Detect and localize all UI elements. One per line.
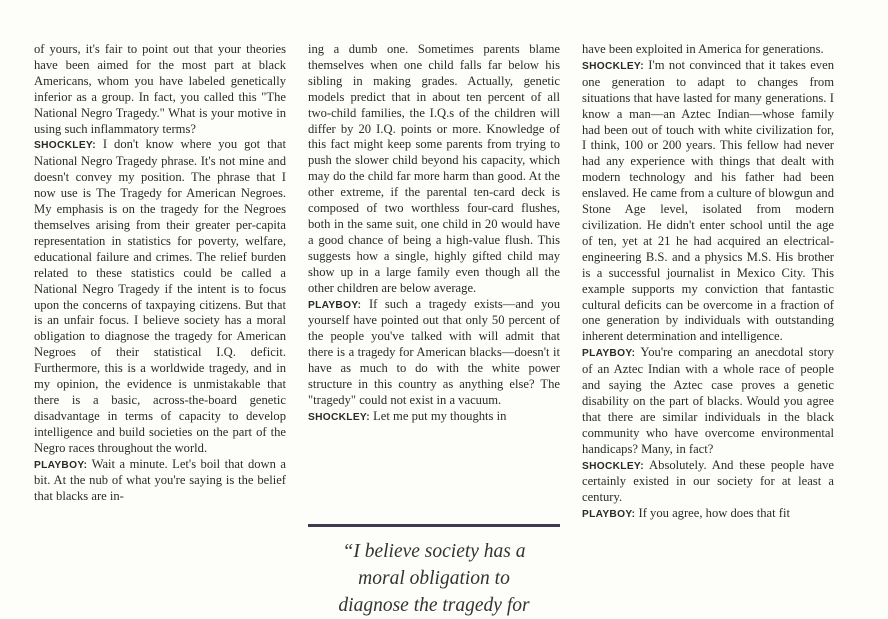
- pull-quote-line: diagnose the tragedy for: [338, 595, 530, 616]
- column-right: [582, 42, 834, 605]
- paragraph-text: of yours, it's fair to point out that your theories have been aimed for the most part at black Americans, whom you have labeled genetically inferior as a group. In fact, you called this "The National Negro Tragedy." What is your motive in using such inflammatory terms?: [34, 42, 286, 136]
- speaker-label: PLAYBOY:: [34, 459, 88, 471]
- paragraph: [308, 409, 560, 426]
- paragraph-text: I'm not convinced that it takes even one generation to adapt to changes from situations that have lasted for many generations. I know a man—an Aztec Indian—whose family had been out of touch with white civilization for, I think, 100 or 200 years. This fellow had never had any experience with things that dealt with modern technology and his father had been enslaved. He came from a culture of blowgun and Stone Age level, isolated from modern civilization. He didn't enter school until the age of ten, yet at 21 he had acquired an electrical-engineering B.S. and a physics M.S. His brother is a successful journalist in Mexico City. This example supports my conviction that fantastic cultural deficits can be overcome in a fraction of one generation by individuals with outstanding inherent determination and intelligence.: [582, 57, 834, 344]
- paragraph-text: have been exploited in America for generations.: [582, 42, 824, 56]
- pull-quote-line: “I believe society has a: [342, 541, 526, 562]
- paragraph: [34, 42, 286, 137]
- speaker-label: PLAYBOY:: [582, 509, 636, 521]
- paragraph-text: I don't know where you got that National Negro Tragedy phrase. It's not mine and doesn't convey my position. The phrase that I now use is The Tragedy for American Negroes. My emphasis is on the tragedy for the Negroes themselves arising from their greater per-capita representation in statistics for poverty, welfare, educational failure and crimes. The relief burden related to these statistics could be called a National Negro Tragedy if the intent is to focus upon the concerns of taxpaying citizens. But that is an unfair focus. I believe society has a moral obligation to diagnose the tragedy for American Negroes of their statistical I.Q. deficit. Furthermore, this is a worldwide tragedy, and in my opinion, the evidence is unmistakable that there is a basic, across-the-board genetic disadvantage in terms of capacity to develop intelligence and build societies on the part of the Negro races throughout the world.: [34, 137, 286, 455]
- paragraph-text: ing a dumb one. Sometimes parents blame themselves when one child falls far below his sibling in making grades. Actually, genetic models predict that in about ten percent of all two-child families, the I.Q.s of the children will differ by 20 I.Q. points or more. Knowledge of this fact might keep some parents from trying to push the slower child beyond his capacity, which may do the child far more harm than good. At the other extreme, if the parental ten-card deck is composed of two worthless four-card flushes, both in the same suit, one child in 20 would have a good chance of being a high-value flush. This suggests how a single, highly gifted child may show up in a large family even though all the other children are below average.: [308, 42, 560, 295]
- paragraph: [582, 42, 834, 58]
- paragraph: [582, 458, 834, 507]
- paragraph: [582, 58, 834, 345]
- paragraph: [34, 457, 286, 506]
- paragraph: [308, 42, 560, 297]
- pull-quote-line: moral obligation to: [358, 568, 510, 589]
- paragraph-text: You're comparing an anecdotal story of an Aztec Indian with a whole race of people and saying the Aztec case proves a genetic disability on the part of blacks. Would you agree that there are similar individuals in the black community who have overcome environmental handicaps? Many, in fact?: [582, 345, 834, 456]
- speaker-label: SHOCKLEY:: [308, 411, 370, 423]
- paragraph-text: Let me put my thoughts in: [373, 408, 507, 423]
- paragraph: [34, 137, 286, 456]
- speaker-label: PLAYBOY:: [308, 299, 362, 311]
- speaker-label: SHOCKLEY:: [34, 140, 96, 152]
- pull-quote: [308, 538, 560, 616]
- paragraph-text: Absolutely. And these people have certainly existed in our society for at least a century.: [582, 457, 834, 505]
- speaker-label: PLAYBOY:: [582, 348, 636, 360]
- paragraph-text: Wait a minute. Let's boil that down a bit. At the nub of what you're saying is the belief that blacks are in-: [34, 456, 286, 504]
- pull-quote-rule: [308, 524, 560, 527]
- paragraph: [582, 506, 834, 523]
- speaker-label: SHOCKLEY:: [582, 460, 644, 472]
- paragraph: [582, 345, 834, 457]
- paragraph-text: If such a tragedy exists—and you yourself have pointed out that only 50 percent of the people you've talked with will admit that there is a tragedy for American blacks—doesn't it have as much to do with the white power structure in this country as anything else? The "tragedy" could not exist in a vacuum.: [308, 296, 560, 407]
- paragraph-text: If you agree, how does that fit: [638, 506, 790, 521]
- column-left: [34, 42, 286, 605]
- column-middle: [308, 42, 560, 512]
- speaker-label: SHOCKLEY:: [582, 60, 644, 72]
- paragraph: [308, 297, 560, 409]
